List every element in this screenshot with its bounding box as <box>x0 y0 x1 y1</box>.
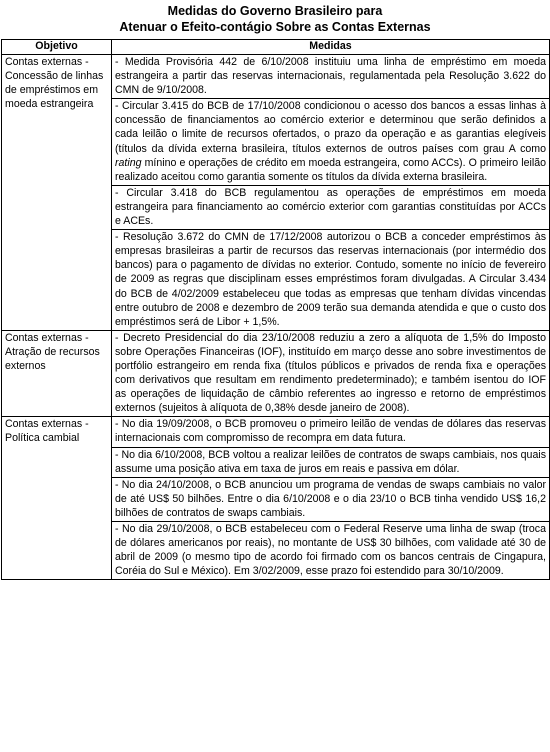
title-line-2: Atenuar o Efeito-contágio Sobre as Contas Externas <box>119 20 431 34</box>
measure-cell: - Circular 3.415 do BCB de 17/10/2008 condicionou o acesso dos bancos a essas linhas à concessão de financiamentos ao comércio exterior e determinou que serão definidos a cada leilão o limite de recursos ofertados, o prazo da operação e as garantias elegíveis (títulos da dívida externa brasileira, títulos externos de outros países com grau A como rating mínino e operações de crédito em moeda estrangeira, como ACCs). O primeiro leilão realizado aceitou como garantia somente os títulos da dívida externa brasileira. <box>112 99 550 186</box>
measure-cell: - Decreto Presidencial do dia 23/10/2008 reduziu a zero a alíquota de 1,5% do Imposto sobre Operações Financeiras (IOF), instituído em março desse ano sobre investimentos de portfólio estrangeiro em renda fixa (títulos públicos e privados de renda fixa e operações com derivativos que resultam em rendimento predeterminado); e também isentou do IOF as operações de liquidação de câmbio referentes ao ingresso e retorno de empréstimos externos (sujeitos à alíquota de 0,38% desde janeiro de 2008). <box>112 330 550 417</box>
measure-cell: - No dia 6/10/2008, BCB voltou a realizar leilões de contratos de swaps cambiais, nos quais assume uma posição ativa em taxa de juros em reais e passiva em dólar. <box>112 447 550 477</box>
title-line-1: Medidas do Governo Brasileiro para <box>167 4 383 18</box>
measure-cell: - Medida Provisória 442 de 6/10/2008 instituiu uma linha de empréstimo em moeda estrangeira a partir das reservas internacionais, regulamentada pela Resolução 3.622 do CMN de 9/10/2008. <box>112 55 550 99</box>
table-header-row <box>2 40 550 55</box>
measure-cell: - Circular 3.418 do BCB regulamentou as operações de empréstimos em moeda estrangeira para financiamento ao comércio exterior com garantias constituídas por ACCs e ACEs. <box>112 185 550 229</box>
objective-cell: Contas externas - Atração de recursos externos <box>2 330 112 417</box>
measure-cell: - Resolução 3.672 do CMN de 17/12/2008 autorizou o BCB a conceder empréstimos às empresas brasileiras a partir de recursos das reservas internacionais (por intermédio dos bancos) para o pagamento de dívidas no exterior. Contudo, somente no início de fevereiro de 2009 as regras que disciplinam esses empréstimos foram divulgadas. A Circular 3.434 do BCB de 4/02/2009 estabeleceu que todas as empresas que tenham dívidas vincendas entre outubro de 2008 e dezembro de 2009 terão sua demanda atendida e que o custo dos empréstimos será de Libor + 1,5%. <box>112 230 550 331</box>
document-title <box>0 0 550 35</box>
header-medidas: Medidas <box>112 40 550 55</box>
table-row <box>2 55 550 99</box>
header-objetivo: Objetivo <box>2 40 112 55</box>
measure-cell: - No dia 29/10/2008, o BCB estabeleceu com o Federal Reserve uma linha de swap (troca de dólares americanos por reais), no montante de US$ 30 bilhões, com validade até 30 de abril de 2009 (o mesmo tipo de acordo foi firmado com os bancos centrais de Cingapura, Coréia do Sul e México). Em 3/02/2009, esse prazo foi estendido para 30/10/2009. <box>112 522 550 580</box>
objective-cell: Contas externas - Concessão de linhas de empréstimos em moeda estrangeira <box>2 55 112 331</box>
italic-term: rating <box>115 156 142 169</box>
measure-cell: - No dia 24/10/2008, o BCB anunciou um programa de vendas de swaps cambiais no valor de até US$ 50 bilhões. Entre o dia 6/10/2008 e o dia 23/10 o BCB tinha vendido US$ 16,2 bilhões de contratos de swaps cambiais. <box>112 477 550 521</box>
table-row <box>2 330 550 417</box>
measures-table <box>1 39 550 580</box>
objective-cell: Contas externas - Política cambial <box>2 417 112 580</box>
measure-cell: - No dia 19/09/2008, o BCB promoveu o primeiro leilão de vendas de dólares das reservas internacionais com compromisso de recompra em data futura. <box>112 417 550 447</box>
table-row <box>2 417 550 447</box>
